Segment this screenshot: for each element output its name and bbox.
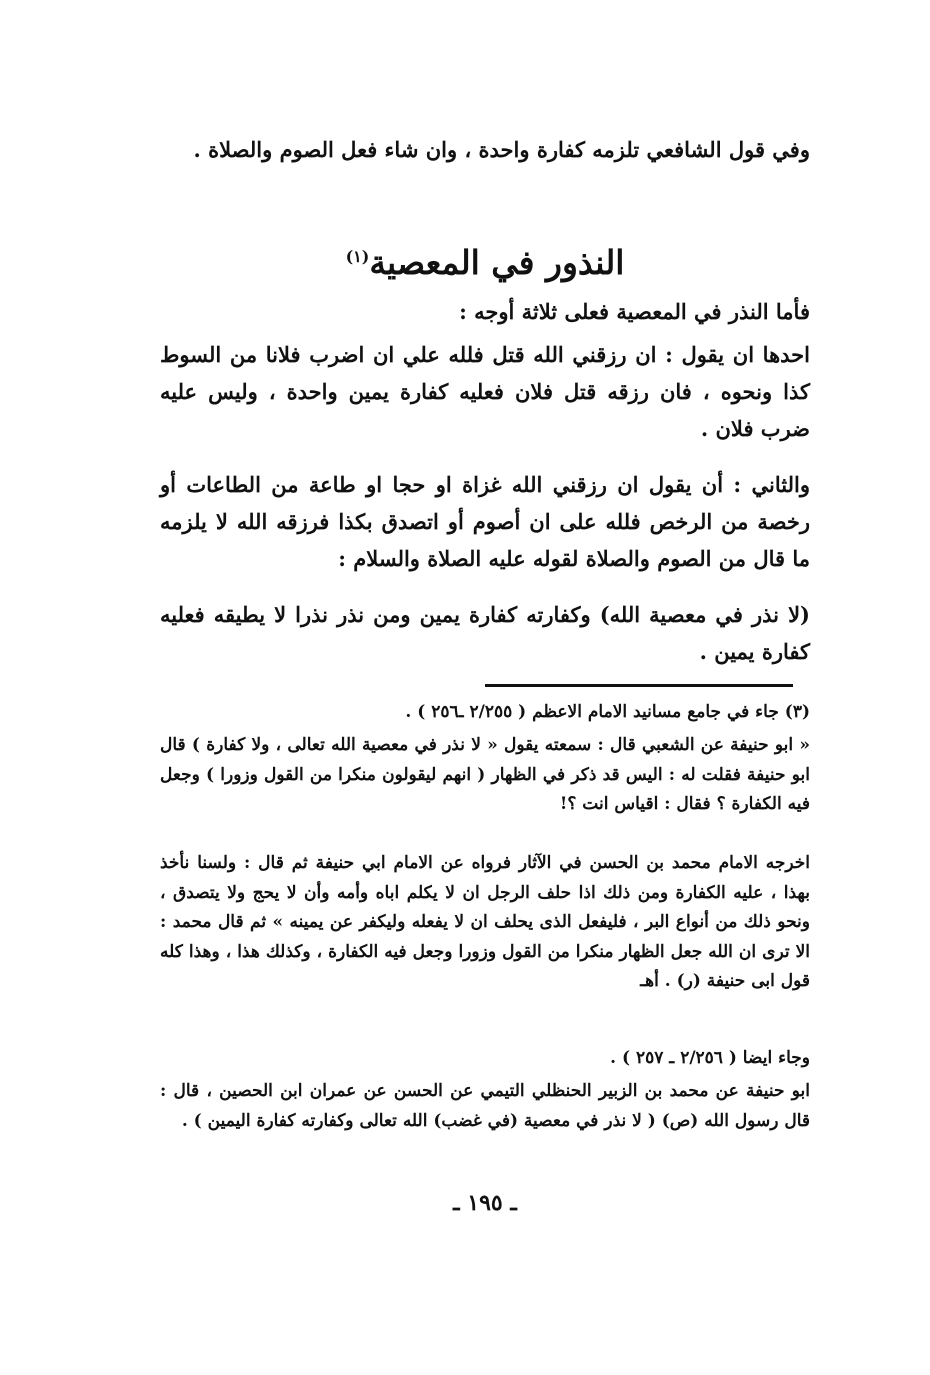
page-number: ـ ١٩٥ ـ xyxy=(453,1190,517,1216)
paragraph-2: احدها ان يقول : ان رزقني الله قتل فلله علي ان اضرب فلانا من السوط كذا ونحوه ، فان رزقه قتل فلان فعليه كفارة يمين واحدة ، وليس عليه ضرب فلان . xyxy=(160,342,810,441)
paragraph-1: فأما النذر في المعصية فعلى ثلاثة أوجه : xyxy=(459,299,810,324)
section-heading xyxy=(160,232,810,288)
footnote-1: (٣) جاء في جامع مسانيد الامام الاعظم ( ٢/٢٥٥ ـ٢٥٦ ) . xyxy=(405,702,810,722)
footnote-3: اخرجه الامام محمد بن الحسن في الآثار فرواه عن الامام ابي حنيفة ثم قال : ولسنا نأخذ بهذا ، عليه الكفارة ومن ذلك اذا حلف الرجل ان لا يكلم اباه وأمه وأن لا يحج ولا يتصدق ، ونحو ذلك من أنواع البر ، فليفعل الذى يحلف ان لا يفعله وليكفر عن يمينه » ثم قال محمد : الا ترى ان الله جعل الظهار منكرا من القول وزورا وجعل فيه الكفارة ، وكذلك هذا ، وهذا كله قول ابى حنيفة (ر) . أهـ xyxy=(160,853,810,991)
heading-footnote-ref: (١) xyxy=(345,247,370,266)
paragraph-3: والثاني : أن يقول ان رزقني الله غزاة او حجا او طاعة من الطاعات أو رخصة من الرخص فلله على ان أصوم أو اتصدق بكذا فرزقه الله لا يلزمه ما قال من الصوم والصلاة لقوله عليه الصلاة والسلام : xyxy=(160,472,810,571)
footnote-5: ابو حنيفة عن محمد بن الزبير الحنظلي التيمي عن الحسن عن عمران ابن الحصين ، قال : قال رسول الله (ص) ( لا نذر في معصية (في غضب) الله تعالى وكفارته كفارة اليمين ) . xyxy=(160,1081,810,1131)
footnote-2: « ابو حنيفة عن الشعبي قال : سمعته يقول « لا نذر في معصية الله تعالى ، ولا كفارة ) قال ابو حنيفة فقلت له : اليس قد ذكر في الظهار ( انهم ليقولون منكرا من القول وزورا ) وجعل فيه الكفارة ؟ فقال : اقياس انت ؟! xyxy=(160,735,810,814)
footnote-separator xyxy=(485,684,793,687)
heading-title: النذور في المعصية xyxy=(369,243,625,282)
footnote-4: وجاء ايضا ( ٢/٢٥٦ ـ ٢٥٧ ) . xyxy=(610,1048,810,1068)
paragraph-4: (لا نذر في معصية الله) وكفارته كفارة يمين ومن نذر نذرا لا يطيقه فعليه كفارة يمين . xyxy=(160,602,810,664)
intro-paragraph: وفي قول الشافعي تلزمه كفارة واحدة ، وان شاء فعل الصوم والصلاة . xyxy=(193,137,810,162)
